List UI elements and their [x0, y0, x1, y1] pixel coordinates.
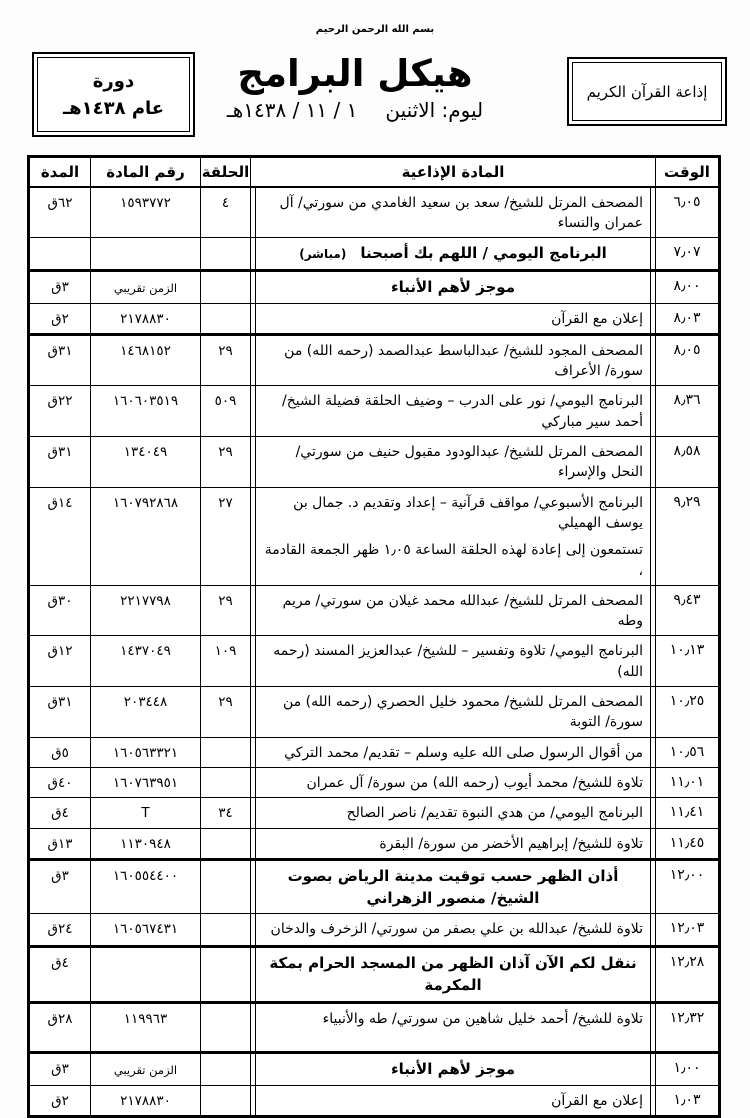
- number-cell: T: [91, 798, 201, 828]
- number-cell: ٢١٧٨٨٣٠: [91, 303, 201, 334]
- time-cell: ١٠٫١٣: [656, 636, 720, 687]
- material-text: البرنامج اليومي / اللهم بك أصبحنا: [360, 244, 607, 263]
- number-cell: ١٦٠٧٩٢٨٦٨: [91, 487, 201, 585]
- time-cell: ١٠٫٢٥: [656, 687, 720, 738]
- schedule-body: [29, 187, 720, 1117]
- bismillah-text: بسم الله الرحمن الرحيم: [315, 24, 435, 35]
- table-row: [29, 270, 720, 303]
- material-cell: [251, 636, 656, 687]
- material-cell: [251, 238, 656, 271]
- col-header-time: الوقت: [656, 157, 720, 187]
- table-row: [29, 767, 720, 797]
- material-text: تلاوة للشيخ/ أحمد خليل شاهين من سورتي/ طه والأنبياء: [322, 1010, 643, 1027]
- table-row: [29, 437, 720, 488]
- material-cell: [251, 828, 656, 859]
- material-cell: [251, 798, 656, 828]
- table-row: [29, 238, 720, 271]
- material-text: إعلان مع القرآن: [551, 310, 643, 327]
- episode-cell: ٤: [201, 187, 251, 238]
- duration-cell: ٣ق: [29, 270, 91, 303]
- number-cell: ٢١٧٨٨٣٠: [91, 1085, 201, 1116]
- time-cell: ٧٫٠٧: [656, 238, 720, 271]
- col-header-episode: الحلقة: [201, 157, 251, 187]
- number-cell: ١٦٠٧٦٣٩٥١: [91, 767, 201, 797]
- table-row: [29, 585, 720, 636]
- col-header-material: المادة الإذاعية: [251, 157, 656, 187]
- material-text-line2: تستمعون إلى إعادة لهذه الحلقة الساعة ١٫٠٥ ظهر الجمعة القادمة ،: [264, 542, 643, 579]
- number-cell: الزمن تقريبي: [91, 1052, 201, 1085]
- table-row: [29, 947, 720, 1003]
- material-text: المصحف المجود للشيخ/ عبدالباسط عبدالصمد (رحمه الله) من سورة/ الأعراف: [284, 342, 643, 380]
- episode-cell: [201, 767, 251, 797]
- time-cell: ٨٫٥٨: [656, 437, 720, 488]
- session-line-2: عام ١٤٣٨هـ: [62, 97, 165, 119]
- duration-cell: ١٢ق: [29, 636, 91, 687]
- time-cell: ١٢٫٠٠: [656, 859, 720, 914]
- material-cell: [251, 487, 656, 585]
- material-text: المصحف المرتل للشيخ/ عبدالودود مقبول حنيف من سورتي/ النحل والإسراء: [295, 444, 643, 481]
- station-box-inner: [572, 62, 722, 121]
- material-text: البرنامج اليومي/ تلاوة وتفسير – للشيخ/ عبدالعزيز المسند (رحمه الله): [273, 643, 643, 680]
- number-cell: ١١٣٠٩٤٨: [91, 828, 201, 859]
- time-cell: ١٢٫٢٨: [656, 947, 720, 1003]
- date-value: ١ / ١١ / ١٤٣٨هـ: [226, 98, 358, 122]
- duration-cell: ٤ق: [29, 798, 91, 828]
- material-text: البرنامج الأسبوعي/ مواقف قرآنية – إعداد وتقديم د. جمال بن يوسف الهميلي: [293, 494, 643, 531]
- episode-cell: [201, 1085, 251, 1116]
- episode-cell: [201, 737, 251, 767]
- episode-cell: [201, 1052, 251, 1085]
- duration-cell: ٢ق: [29, 1085, 91, 1116]
- material-text: أذان الظهر حسب توقيت مدينة الرياض بصوت الشيخ/ منصور الزهراني: [287, 866, 619, 907]
- duration-cell: ٣١ق: [29, 437, 91, 488]
- number-cell: ١٦٠٦٠٣٥١٩: [91, 386, 201, 437]
- time-cell: ٦٫٠٥: [656, 187, 720, 238]
- time-cell: ٩٫٢٩: [656, 487, 720, 585]
- time-cell: ١٢٫٣٢: [656, 1002, 720, 1052]
- table-row: [29, 487, 720, 585]
- duration-cell: ٣ق: [29, 1052, 91, 1085]
- table-row: [29, 636, 720, 687]
- number-cell: ١٦٠٥٦٧٤٣١: [91, 914, 201, 947]
- session-box: [32, 52, 195, 137]
- table-row: [29, 859, 720, 914]
- material-text: تلاوة للشيخ/ إبراهيم الأخضر من سورة/ البقرة: [379, 835, 643, 852]
- number-cell: ١٤٣٧٠٤٩: [91, 636, 201, 687]
- episode-cell: ٥٠٩: [201, 386, 251, 437]
- time-cell: ١١٫٤٥: [656, 828, 720, 859]
- time-cell: ١٫٠٠: [656, 1052, 720, 1085]
- material-cell: [251, 585, 656, 636]
- material-cell: [251, 914, 656, 947]
- material-cell: [251, 437, 656, 488]
- time-cell: ٨٫٣٦: [656, 386, 720, 437]
- material-cell: [251, 270, 656, 303]
- duration-cell: ٣ق: [29, 859, 91, 914]
- episode-cell: ٢٩: [201, 687, 251, 738]
- episode-cell: [201, 859, 251, 914]
- table-row: [29, 828, 720, 859]
- material-text: ننقل لكم الآن آذان الظهر من المسجد الحرام بمكة المكرمة: [269, 954, 637, 995]
- day-label: ليوم: الاثنين: [385, 98, 484, 122]
- station-box: [567, 57, 727, 126]
- number-cell: [91, 238, 201, 271]
- time-cell: ٩٫٤٣: [656, 585, 720, 636]
- time-cell: ٨٫٠٥: [656, 334, 720, 386]
- col-header-duration: المدة: [29, 157, 91, 187]
- number-cell: الزمن تقريبي: [91, 270, 201, 303]
- material-text: من أقوال الرسول صلى الله عليه وسلم – تقديم/ محمد التركي: [284, 744, 643, 761]
- material-text: البرنامج اليومي/ نور على الدرب – وضيف الحلقة فضيلة الشيخ/ أحمد سير مباركي: [282, 393, 643, 430]
- material-cell: [251, 767, 656, 797]
- episode-cell: ٢٩: [201, 437, 251, 488]
- material-cell: [251, 687, 656, 738]
- material-cell: [251, 1085, 656, 1116]
- number-cell: ١٤٦٨١٥٢: [91, 334, 201, 386]
- material-text: إعلان مع القرآن: [551, 1092, 643, 1109]
- material-cell: [251, 303, 656, 334]
- episode-cell: [201, 270, 251, 303]
- duration-cell: ٦٢ق: [29, 187, 91, 238]
- duration-cell: ٣١ق: [29, 687, 91, 738]
- material-text: المصحف المرتل للشيخ/ عبدالله محمد غيلان من سورتي/ مريم وطه: [282, 592, 643, 630]
- duration-cell: ٢٢ق: [29, 386, 91, 437]
- material-text: المصحف المرتل للشيخ/ محمود خليل الحصري (رحمه الله) من سورة/ التوبة: [283, 694, 643, 731]
- station-name: إذاعة القرآن الكريم: [586, 82, 708, 101]
- material-cell: [251, 859, 656, 914]
- duration-cell: ٢ق: [29, 303, 91, 334]
- duration-cell: ٣٠ق: [29, 585, 91, 636]
- time-cell: ١٠٫٥٦: [656, 737, 720, 767]
- duration-cell: ٤ق: [29, 947, 91, 1003]
- number-cell: ١٥٩٣٧٧٢: [91, 187, 201, 238]
- duration-cell: ٤٠ق: [29, 767, 91, 797]
- number-cell: ١٣٤٠٤٩: [91, 437, 201, 488]
- table-row: [29, 1052, 720, 1085]
- session-box-inner: [37, 57, 190, 132]
- table-row: [29, 386, 720, 437]
- table-row: [29, 187, 720, 238]
- episode-cell: [201, 303, 251, 334]
- duration-cell: ٥ق: [29, 737, 91, 767]
- episode-cell: ٢٩: [201, 334, 251, 386]
- time-cell: ١١٫٤١: [656, 798, 720, 828]
- material-cell: [251, 187, 656, 238]
- duration-cell: ١٤ق: [29, 487, 91, 585]
- page-title: هيكل البرامج: [237, 52, 473, 95]
- table-row: [29, 914, 720, 947]
- time-cell: ١١٫٠١: [656, 767, 720, 797]
- material-text: المصحف المرتل للشيخ/ سعد بن سعيد الغامدي من سورتي/ آل عمران والنساء: [279, 194, 643, 231]
- time-cell: ١٫٠٣: [656, 1085, 720, 1116]
- date-line: [155, 98, 555, 122]
- material-cell: [251, 334, 656, 386]
- time-cell: ٨٫٠٠: [656, 270, 720, 303]
- material-cell: [251, 386, 656, 437]
- title-block: [155, 52, 555, 122]
- number-cell: ٢٢١٧٧٩٨: [91, 585, 201, 636]
- episode-cell: [201, 828, 251, 859]
- time-cell: ١٢٫٠٣: [656, 914, 720, 947]
- col-header-number: رقم المادة: [91, 157, 201, 187]
- episode-cell: ١٠٩: [201, 636, 251, 687]
- table-row: [29, 334, 720, 386]
- material-text: موجز لأهم الأنباء: [391, 277, 515, 296]
- table-row: [29, 798, 720, 828]
- duration-cell: [29, 238, 91, 271]
- duration-cell: ٣١ق: [29, 334, 91, 386]
- number-cell: ١٦٠٥٦٣٣٢١: [91, 737, 201, 767]
- number-cell: ١٦٠٥٥٤٤٠٠: [91, 859, 201, 914]
- table-row: [29, 303, 720, 334]
- session-line-1: دورة: [92, 70, 135, 92]
- material-text: موجز لأهم الأنباء: [391, 1059, 515, 1078]
- time-cell: ٨٫٠٣: [656, 303, 720, 334]
- episode-cell: [201, 238, 251, 271]
- table-row: [29, 1085, 720, 1116]
- episode-cell: [201, 947, 251, 1003]
- material-cell: [251, 947, 656, 1003]
- material-text: البرنامج اليومي/ من هدي النبوة تقديم/ ناصر الصالح: [346, 805, 643, 822]
- episode-cell: [201, 1002, 251, 1052]
- duration-cell: ١٣ق: [29, 828, 91, 859]
- episode-cell: ٢٧: [201, 487, 251, 585]
- number-cell: [91, 947, 201, 1003]
- material-suffix: (مباشر): [299, 247, 347, 262]
- schedule-table: [27, 155, 721, 1118]
- episode-cell: ٢٩: [201, 585, 251, 636]
- number-cell: ١١٩٩٦٣: [91, 1002, 201, 1052]
- material-cell: [251, 1052, 656, 1085]
- material-text: تلاوة للشيخ/ محمد أيوب (رحمه الله) من سورة/ آل عمران: [306, 774, 643, 791]
- table-row: [29, 687, 720, 738]
- material-text: تلاوة للشيخ/ عبدالله بن علي بصفر من سورتي/ الزخرف والدخان: [270, 921, 643, 938]
- duration-cell: ٢٤ق: [29, 914, 91, 947]
- material-cell: [251, 1002, 656, 1052]
- table-row: [29, 1002, 720, 1052]
- table-row: [29, 737, 720, 767]
- episode-cell: ٣٤: [201, 798, 251, 828]
- material-cell: [251, 737, 656, 767]
- episode-cell: [201, 914, 251, 947]
- duration-cell: ٢٨ق: [29, 1002, 91, 1052]
- number-cell: ٢٠٣٤٤٨: [91, 687, 201, 738]
- header-row: [29, 157, 720, 187]
